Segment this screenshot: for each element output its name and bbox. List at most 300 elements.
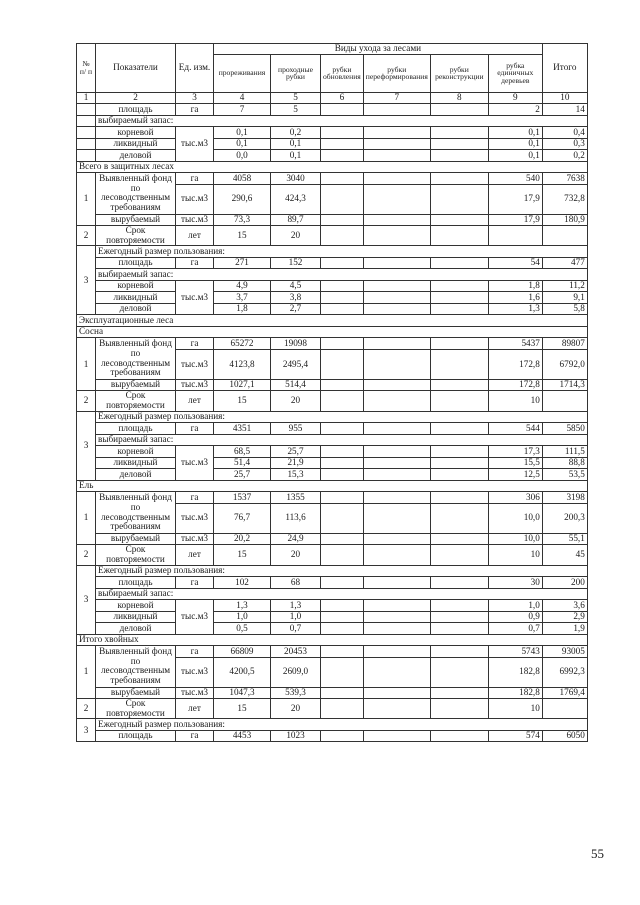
value-renewal bbox=[321, 391, 364, 411]
value-reformation bbox=[363, 577, 430, 589]
unit-label: га bbox=[176, 257, 214, 269]
value-reconstruction bbox=[430, 657, 488, 687]
value-single-trees: 544 bbox=[488, 423, 542, 435]
value-thinning: 15 bbox=[214, 391, 271, 411]
indicator-label: выбираемый запас: bbox=[96, 115, 588, 127]
value-single-trees: 5743 bbox=[488, 646, 542, 658]
header-indicator: Показатели bbox=[96, 44, 176, 93]
indicator-label: выбираемый запас: bbox=[96, 269, 588, 281]
value-reformation bbox=[363, 379, 430, 391]
value-pass-through: 20 bbox=[271, 545, 321, 565]
value-reformation bbox=[363, 257, 430, 269]
unit-label: га bbox=[176, 730, 214, 742]
value-thinning: 4123,8 bbox=[214, 349, 271, 379]
value-single-trees: 10 bbox=[488, 391, 542, 411]
value-pass-through: 19098 bbox=[271, 338, 321, 350]
indicator-label: Срок повторяемости bbox=[96, 545, 176, 565]
selectable-stock-row bbox=[77, 269, 588, 281]
col-number: 8 bbox=[430, 92, 488, 104]
indicator-label: Срок повторяемости bbox=[96, 226, 176, 246]
col-number: 4 bbox=[214, 92, 271, 104]
value-thinning: 51,4 bbox=[214, 457, 271, 469]
commercial-row bbox=[77, 303, 588, 315]
liquid-row bbox=[77, 611, 588, 623]
row-number bbox=[77, 127, 96, 139]
value-renewal bbox=[321, 423, 364, 435]
value-total: 1714,3 bbox=[542, 379, 587, 391]
value-single-trees: 0,9 bbox=[488, 611, 542, 623]
harvested-row bbox=[77, 533, 588, 545]
value-reconstruction bbox=[430, 730, 488, 742]
value-total bbox=[542, 391, 587, 411]
liquid-row bbox=[77, 138, 588, 150]
indicator-label: площадь bbox=[96, 104, 176, 116]
value-thinning: 68,5 bbox=[214, 446, 271, 458]
value-total: 88,8 bbox=[542, 457, 587, 469]
value-pass-through: 0,2 bbox=[271, 127, 321, 139]
header-type-renewal: рубки обновления bbox=[321, 54, 364, 92]
value-thinning: 76,7 bbox=[214, 503, 271, 533]
row-number: 2 bbox=[77, 391, 96, 411]
value-pass-through: 15,3 bbox=[271, 469, 321, 481]
area-row bbox=[77, 577, 588, 589]
value-single-trees: 10,0 bbox=[488, 533, 542, 545]
value-single-trees: 0,1 bbox=[488, 138, 542, 150]
row-number: 1 bbox=[77, 173, 96, 226]
value-renewal bbox=[321, 184, 364, 214]
value-reconstruction bbox=[430, 349, 488, 379]
section-title-row bbox=[77, 161, 588, 173]
value-reformation bbox=[363, 457, 430, 469]
value-reformation bbox=[363, 623, 430, 635]
value-pass-through: 89,7 bbox=[271, 214, 321, 226]
value-reconstruction bbox=[430, 457, 488, 469]
value-reconstruction bbox=[430, 391, 488, 411]
indicator-label: ликвидный bbox=[96, 457, 176, 469]
unit-label: га bbox=[176, 646, 214, 658]
value-single-trees: 172,8 bbox=[488, 379, 542, 391]
value-reformation bbox=[363, 503, 430, 533]
value-single-trees: 0,1 bbox=[488, 127, 542, 139]
unit-label: тыс.м3 bbox=[176, 184, 214, 214]
section-subtitle: Ель bbox=[77, 480, 588, 492]
col-number: 3 bbox=[176, 92, 214, 104]
value-thinning: 1,3 bbox=[214, 600, 271, 612]
value-reformation bbox=[363, 469, 430, 481]
value-pass-through: 2609,0 bbox=[271, 657, 321, 687]
value-total: 3,6 bbox=[542, 600, 587, 612]
value-reformation bbox=[363, 492, 430, 504]
value-reconstruction bbox=[430, 492, 488, 504]
unit-label: га bbox=[176, 423, 214, 435]
value-renewal bbox=[321, 292, 364, 304]
value-reformation bbox=[363, 104, 430, 116]
value-renewal bbox=[321, 699, 364, 719]
unit-label: лет bbox=[176, 391, 214, 411]
value-reformation bbox=[363, 545, 430, 565]
selectable-stock-row bbox=[77, 434, 588, 446]
value-thinning: 65272 bbox=[214, 338, 271, 350]
unit-label: тыс.м3 bbox=[176, 657, 214, 687]
indicator-label: деловой bbox=[96, 303, 176, 315]
unit-label: га bbox=[176, 492, 214, 504]
indicator-label: ликвидный bbox=[96, 611, 176, 623]
section-subtitle: Сосна bbox=[77, 326, 588, 338]
header-type-thinning: прореживания bbox=[214, 54, 271, 92]
value-pass-through: 1023 bbox=[271, 730, 321, 742]
value-pass-through: 20453 bbox=[271, 646, 321, 658]
section-title: Эксплуатационные леса bbox=[77, 315, 588, 327]
value-pass-through: 0,7 bbox=[271, 623, 321, 635]
value-pass-through: 20 bbox=[271, 391, 321, 411]
stem-row bbox=[77, 600, 588, 612]
value-total: 0,3 bbox=[542, 138, 587, 150]
unit-label: лет bbox=[176, 699, 214, 719]
value-reformation bbox=[363, 303, 430, 315]
value-total: 6792,0 bbox=[542, 349, 587, 379]
value-reformation bbox=[363, 214, 430, 226]
value-total: 732,8 bbox=[542, 184, 587, 214]
value-single-trees: 540 bbox=[488, 173, 542, 185]
value-renewal bbox=[321, 492, 364, 504]
value-reformation bbox=[363, 423, 430, 435]
value-reformation bbox=[363, 657, 430, 687]
value-reformation bbox=[363, 533, 430, 545]
indicator-label: площадь bbox=[96, 423, 176, 435]
header-unit: Ед. изм. bbox=[176, 44, 214, 93]
value-renewal bbox=[321, 104, 364, 116]
unit-label: тыс.м3 bbox=[176, 533, 214, 545]
value-single-trees: 54 bbox=[488, 257, 542, 269]
value-total: 11,2 bbox=[542, 280, 587, 292]
value-reformation bbox=[363, 730, 430, 742]
commercial-row bbox=[77, 623, 588, 635]
value-reconstruction bbox=[430, 138, 488, 150]
value-renewal bbox=[321, 600, 364, 612]
value-thinning: 15 bbox=[214, 226, 271, 246]
value-single-trees: 17,9 bbox=[488, 214, 542, 226]
value-single-trees: 15,5 bbox=[488, 457, 542, 469]
value-reconstruction bbox=[430, 280, 488, 292]
annual-use-row bbox=[77, 719, 588, 731]
indicator-label: деловой bbox=[96, 623, 176, 635]
value-pass-through: 3040 bbox=[271, 173, 321, 185]
value-renewal bbox=[321, 173, 364, 185]
value-single-trees: 172,8 bbox=[488, 349, 542, 379]
liquid-row bbox=[77, 457, 588, 469]
col-number: 9 bbox=[488, 92, 542, 104]
value-total: 180,9 bbox=[542, 214, 587, 226]
value-renewal bbox=[321, 503, 364, 533]
value-thinning: 4351 bbox=[214, 423, 271, 435]
indicator-label: Выявленный фонд по лесоводственным требованиям bbox=[96, 338, 176, 380]
unit-label: тыс.м3 bbox=[176, 600, 214, 635]
value-total: 477 bbox=[542, 257, 587, 269]
value-pass-through: 20 bbox=[271, 699, 321, 719]
value-single-trees: 5437 bbox=[488, 338, 542, 350]
value-single-trees: 0,1 bbox=[488, 150, 542, 162]
value-reconstruction bbox=[430, 623, 488, 635]
value-reconstruction bbox=[430, 600, 488, 612]
value-thinning: 4200,5 bbox=[214, 657, 271, 687]
value-pass-through: 1355 bbox=[271, 492, 321, 504]
value-renewal bbox=[321, 577, 364, 589]
indicator-label: Ежегодный размер пользования: bbox=[96, 411, 588, 423]
value-reconstruction bbox=[430, 379, 488, 391]
value-pass-through: 1,0 bbox=[271, 611, 321, 623]
value-total: 6050 bbox=[542, 730, 587, 742]
value-renewal bbox=[321, 469, 364, 481]
unit-label: тыс.м3 bbox=[176, 687, 214, 699]
value-pass-through: 25,7 bbox=[271, 446, 321, 458]
section-subtitle-row bbox=[77, 326, 588, 338]
header-no: № п/ п bbox=[77, 44, 96, 93]
indicator-label: вырубаемый bbox=[96, 214, 176, 226]
value-renewal bbox=[321, 446, 364, 458]
value-total: 9,1 bbox=[542, 292, 587, 304]
value-total bbox=[542, 699, 587, 719]
value-reconstruction bbox=[430, 503, 488, 533]
value-thinning: 102 bbox=[214, 577, 271, 589]
indicator-label: площадь bbox=[96, 577, 176, 589]
value-renewal bbox=[321, 611, 364, 623]
value-single-trees: 182,8 bbox=[488, 687, 542, 699]
value-renewal bbox=[321, 226, 364, 246]
annual-use-row bbox=[77, 246, 588, 258]
repeat-row bbox=[77, 391, 588, 411]
identified-row bbox=[77, 173, 588, 185]
value-reformation bbox=[363, 699, 430, 719]
value-renewal bbox=[321, 730, 364, 742]
value-reformation bbox=[363, 338, 430, 350]
indicator-label: Ежегодный размер пользования: bbox=[96, 719, 588, 731]
value-total: 200,3 bbox=[542, 503, 587, 533]
section-title: Итого хвойных bbox=[77, 634, 588, 646]
value-thinning: 20,2 bbox=[214, 533, 271, 545]
value-single-trees: 182,8 bbox=[488, 657, 542, 687]
value-reformation bbox=[363, 280, 430, 292]
indicator-label: Ежегодный размер пользования: bbox=[96, 565, 588, 577]
value-renewal bbox=[321, 457, 364, 469]
row-number: 3 bbox=[77, 565, 96, 634]
value-pass-through: 0,1 bbox=[271, 150, 321, 162]
indicator-label: Срок повторяемости bbox=[96, 391, 176, 411]
value-reformation bbox=[363, 150, 430, 162]
commercial-row bbox=[77, 150, 588, 162]
col-number: 7 bbox=[363, 92, 430, 104]
table-body bbox=[77, 104, 588, 742]
value-reformation bbox=[363, 292, 430, 304]
value-total: 45 bbox=[542, 545, 587, 565]
value-thinning: 4058 bbox=[214, 173, 271, 185]
value-reformation bbox=[363, 687, 430, 699]
value-thinning: 3,7 bbox=[214, 292, 271, 304]
value-pass-through: 514,4 bbox=[271, 379, 321, 391]
value-single-trees: 10,0 bbox=[488, 503, 542, 533]
row-number bbox=[77, 138, 96, 150]
unit-label: га bbox=[176, 104, 214, 116]
row-number: 2 bbox=[77, 545, 96, 565]
value-reformation bbox=[363, 600, 430, 612]
area-row bbox=[77, 104, 588, 116]
indicator-label: ликвидный bbox=[96, 292, 176, 304]
value-reconstruction bbox=[430, 611, 488, 623]
value-pass-through: 539,3 bbox=[271, 687, 321, 699]
harvested-row bbox=[77, 379, 588, 391]
value-single-trees: 1,0 bbox=[488, 600, 542, 612]
area-row bbox=[77, 730, 588, 742]
indicator-label: вырубаемый bbox=[96, 379, 176, 391]
value-total: 0,4 bbox=[542, 127, 587, 139]
value-reformation bbox=[363, 349, 430, 379]
value-reformation bbox=[363, 127, 430, 139]
value-pass-through: 152 bbox=[271, 257, 321, 269]
value-thinning: 4453 bbox=[214, 730, 271, 742]
value-renewal bbox=[321, 150, 364, 162]
value-thinning: 73,3 bbox=[214, 214, 271, 226]
value-pass-through: 424,3 bbox=[271, 184, 321, 214]
value-total: 55,1 bbox=[542, 533, 587, 545]
value-renewal bbox=[321, 379, 364, 391]
value-reconstruction bbox=[430, 104, 488, 116]
value-pass-through: 2495,4 bbox=[271, 349, 321, 379]
column-numbers-row bbox=[77, 92, 588, 104]
value-renewal bbox=[321, 338, 364, 350]
unit-label: тыс.м3 bbox=[176, 214, 214, 226]
unit-label: га bbox=[176, 338, 214, 350]
value-thinning: 1027,1 bbox=[214, 379, 271, 391]
stem-row bbox=[77, 280, 588, 292]
area-row bbox=[77, 257, 588, 269]
row-number bbox=[77, 115, 96, 127]
value-total: 111,5 bbox=[542, 446, 587, 458]
value-renewal bbox=[321, 280, 364, 292]
commercial-row bbox=[77, 469, 588, 481]
value-total: 5850 bbox=[542, 423, 587, 435]
col-number: 1 bbox=[77, 92, 96, 104]
selectable-stock-row bbox=[77, 115, 588, 127]
value-total: 89807 bbox=[542, 338, 587, 350]
row-number bbox=[77, 150, 96, 162]
unit-label: тыс.м3 bbox=[176, 503, 214, 533]
value-single-trees: 1,3 bbox=[488, 303, 542, 315]
stem-row bbox=[77, 127, 588, 139]
unit-label: га bbox=[176, 173, 214, 185]
value-thinning: 1537 bbox=[214, 492, 271, 504]
value-reformation bbox=[363, 446, 430, 458]
value-reconstruction bbox=[430, 646, 488, 658]
value-total: 1769,4 bbox=[542, 687, 587, 699]
value-renewal bbox=[321, 646, 364, 658]
value-reconstruction bbox=[430, 292, 488, 304]
value-total: 1,9 bbox=[542, 623, 587, 635]
harvested-row bbox=[77, 214, 588, 226]
value-total: 53,5 bbox=[542, 469, 587, 481]
value-pass-through: 5 bbox=[271, 104, 321, 116]
value-renewal bbox=[321, 657, 364, 687]
value-single-trees: 12,5 bbox=[488, 469, 542, 481]
unit-label: тыс.м3 bbox=[176, 127, 214, 162]
value-reconstruction bbox=[430, 687, 488, 699]
forest-care-table bbox=[76, 43, 588, 742]
value-reconstruction bbox=[430, 545, 488, 565]
value-single-trees: 10 bbox=[488, 545, 542, 565]
value-thinning: 0,1 bbox=[214, 138, 271, 150]
value-reconstruction bbox=[430, 577, 488, 589]
value-single-trees: 1,6 bbox=[488, 292, 542, 304]
value-thinning: 25,7 bbox=[214, 469, 271, 481]
row-number: 2 bbox=[77, 699, 96, 719]
unit-label: лет bbox=[176, 545, 214, 565]
value-thinning: 15 bbox=[214, 545, 271, 565]
indicator-label: деловой bbox=[96, 469, 176, 481]
value-single-trees: 30 bbox=[488, 577, 542, 589]
value-renewal bbox=[321, 349, 364, 379]
row-number: 3 bbox=[77, 719, 96, 742]
indicator-label: Выявленный фонд по лесоводственным требованиям bbox=[96, 646, 176, 688]
value-thinning: 0,0 bbox=[214, 150, 271, 162]
value-reconstruction bbox=[430, 257, 488, 269]
value-pass-through: 21,9 bbox=[271, 457, 321, 469]
page-number: 55 bbox=[591, 846, 604, 861]
value-total: 5,8 bbox=[542, 303, 587, 315]
value-thinning: 1047,3 bbox=[214, 687, 271, 699]
identified-row bbox=[77, 492, 588, 504]
indicator-label: корневой bbox=[96, 280, 176, 292]
value-reconstruction bbox=[430, 173, 488, 185]
indicator-label: Выявленный фонд по лесоводственным требованиям bbox=[96, 492, 176, 534]
section-title-row bbox=[77, 634, 588, 646]
unit-label: тыс.м3 bbox=[176, 349, 214, 379]
indicator-label: площадь bbox=[96, 257, 176, 269]
value-reformation bbox=[363, 646, 430, 658]
value-reconstruction bbox=[430, 303, 488, 315]
row-number: 3 bbox=[77, 246, 96, 315]
value-reconstruction bbox=[430, 469, 488, 481]
unit-label: га bbox=[176, 577, 214, 589]
value-thinning: 271 bbox=[214, 257, 271, 269]
value-reformation bbox=[363, 391, 430, 411]
header-type-single-trees: рубка единичных деревьев bbox=[488, 54, 542, 92]
value-single-trees: 10 bbox=[488, 699, 542, 719]
value-reconstruction bbox=[430, 446, 488, 458]
selectable-stock-row bbox=[77, 588, 588, 600]
identified-row bbox=[77, 338, 588, 350]
unit-label: тыс.м3 bbox=[176, 280, 214, 315]
value-pass-through: 3,8 bbox=[271, 292, 321, 304]
indicator-label: корневой bbox=[96, 446, 176, 458]
annual-use-row bbox=[77, 565, 588, 577]
value-single-trees: 1,8 bbox=[488, 280, 542, 292]
header-total: Итого bbox=[542, 44, 587, 93]
value-thinning: 0,5 bbox=[214, 623, 271, 635]
value-pass-through: 1,3 bbox=[271, 600, 321, 612]
value-renewal bbox=[321, 623, 364, 635]
value-reformation bbox=[363, 226, 430, 246]
header-type-reformation: рубки переформирования bbox=[363, 54, 430, 92]
value-thinning: 4,9 bbox=[214, 280, 271, 292]
value-reformation bbox=[363, 184, 430, 214]
section-title: Всего в защитных лесах bbox=[77, 161, 588, 173]
row-number: 2 bbox=[77, 226, 96, 246]
row-number: 3 bbox=[77, 411, 96, 480]
value-pass-through: 113,6 bbox=[271, 503, 321, 533]
value-reconstruction bbox=[430, 533, 488, 545]
value-thinning: 15 bbox=[214, 699, 271, 719]
col-number: 10 bbox=[542, 92, 587, 104]
value-reconstruction bbox=[430, 214, 488, 226]
value-total: 2,9 bbox=[542, 611, 587, 623]
